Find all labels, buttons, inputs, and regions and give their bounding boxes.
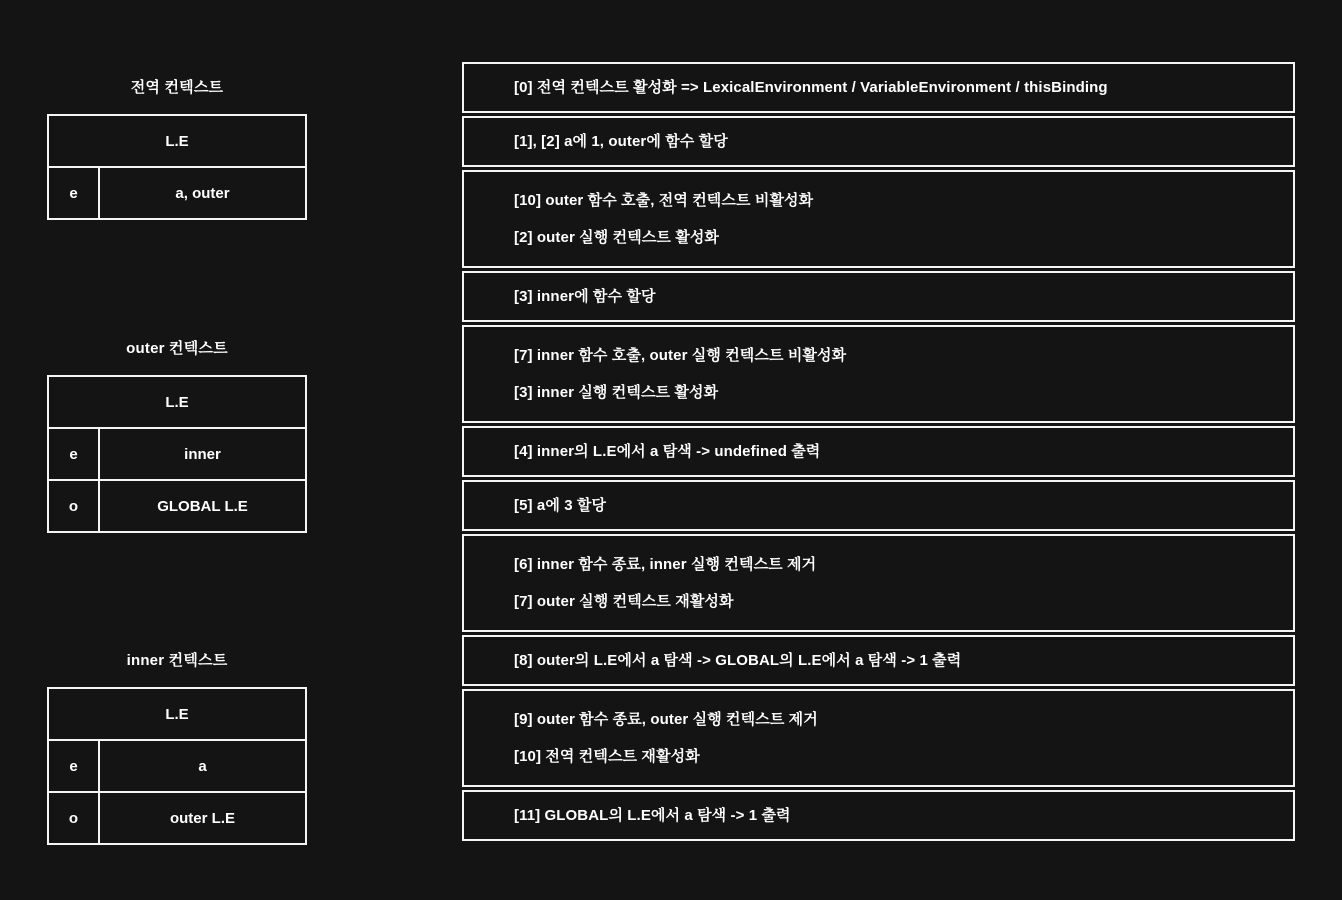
step-line: [3] inner 실행 컨텍스트 활성화 (514, 384, 719, 401)
table-row (49, 479, 305, 531)
step-row (462, 426, 1295, 477)
step-row (462, 635, 1295, 686)
step-line: [7] inner 함수 호출, outer 실행 컨텍스트 비활성화 (514, 347, 847, 364)
context-table (47, 114, 307, 220)
step-line: [4] inner의 L.E에서 a 탐색 -> undefined 출력 (514, 443, 821, 460)
env-value-cell: outer L.E (169, 809, 235, 827)
step-row (462, 271, 1295, 322)
table-row (49, 791, 305, 843)
env-value-cell: a (198, 757, 207, 775)
step-row (462, 325, 1295, 423)
table-row (49, 429, 305, 479)
table-row (49, 168, 305, 218)
step-row (462, 534, 1295, 632)
step-line: [9] outer 함수 종료, outer 실행 컨텍스트 제거 (514, 711, 818, 728)
step-line: [7] outer 실행 컨텍스트 재활성화 (514, 593, 734, 610)
env-key-cell: o (49, 481, 100, 531)
steps-table (462, 62, 1295, 841)
context-card-inner (47, 651, 307, 845)
context-title: outer 컨텍스트 (126, 340, 228, 357)
env-value-cell: a, outer (175, 184, 230, 202)
step-line: [6] inner 함수 종료, inner 실행 컨텍스트 제거 (514, 556, 817, 573)
step-line: [5] a에 3 할당 (514, 497, 607, 514)
step-row (462, 116, 1295, 167)
step-line: [10] outer 함수 호출, 전역 컨텍스트 비활성화 (514, 192, 814, 209)
step-row (462, 62, 1295, 113)
env-key-cell: e (49, 741, 100, 791)
context-card-global (47, 78, 307, 220)
context-title: inner 컨텍스트 (126, 652, 228, 669)
env-key-cell: o (49, 793, 100, 843)
step-line: [8] outer의 L.E에서 a 탐색 -> GLOBAL의 L.E에서 a 탐색 -> 1 출력 (514, 652, 962, 669)
env-key-cell: e (49, 168, 100, 218)
le-header: L.E (49, 377, 305, 429)
env-value-cell: GLOBAL L.E (157, 497, 248, 515)
step-line: [2] outer 실행 컨텍스트 활성화 (514, 229, 720, 246)
step-row (462, 170, 1295, 268)
step-row (462, 689, 1295, 787)
env-value-cell: inner (184, 445, 221, 463)
le-header: L.E (49, 689, 305, 741)
context-table (47, 687, 307, 845)
step-line: [1], [2] a에 1, outer에 함수 할당 (514, 133, 728, 150)
context-title: 전역 컨텍스트 (130, 79, 224, 96)
step-line: [3] inner에 함수 할당 (514, 288, 656, 305)
le-header: L.E (49, 116, 305, 168)
table-row (49, 741, 305, 791)
step-line: [11] GLOBAL의 L.E에서 a 탐색 -> 1 출력 (514, 807, 791, 824)
step-row (462, 790, 1295, 841)
step-row (462, 480, 1295, 531)
step-line: [0] 전역 컨텍스트 활성화 => LexicalEnvironment / VariableEnvironment / thisBinding (514, 79, 1108, 96)
context-table (47, 375, 307, 533)
env-key-cell: e (49, 429, 100, 479)
step-line: [10] 전역 컨텍스트 재활성화 (514, 748, 700, 765)
context-card-outer (47, 339, 307, 533)
